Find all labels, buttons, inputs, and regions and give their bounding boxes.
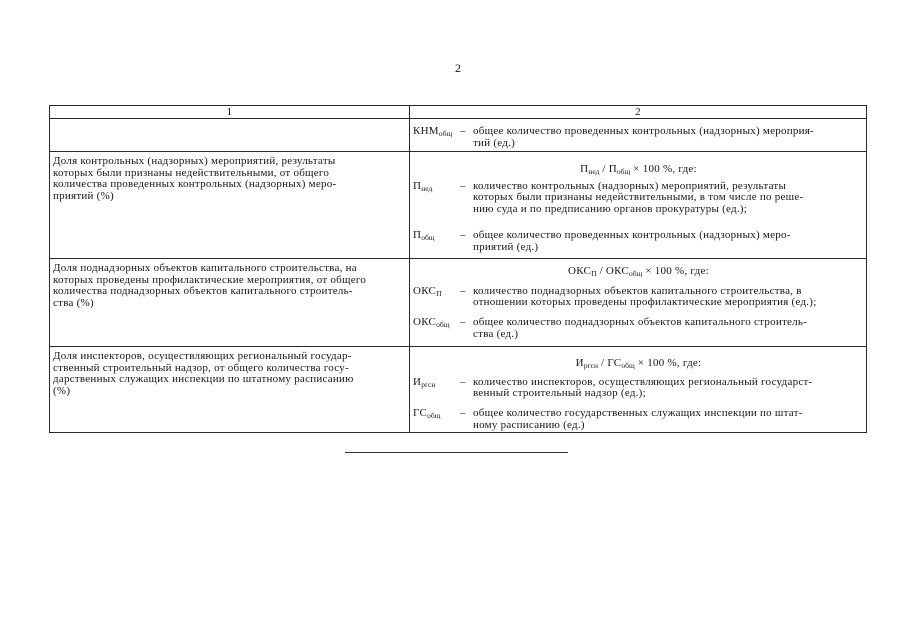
symbol-base: ОКС <box>413 284 437 297</box>
formula-numerator-subscript: П <box>591 269 597 278</box>
formula <box>413 358 864 370</box>
formula <box>413 266 864 278</box>
definition <box>413 286 864 309</box>
definition-line: приятий (ед.) <box>473 240 539 253</box>
indicator-name-line: дарственных служащих инспекции по штатному расписанию <box>53 373 354 386</box>
definition-dash: – <box>460 228 466 241</box>
indicator-name-line: Доля контрольных (надзорных) мероприятий, результаты <box>53 155 336 167</box>
symbol-subscript: П <box>436 288 442 298</box>
indicator-name-cell <box>50 119 410 152</box>
table-row <box>50 152 867 259</box>
indicator-name-line: Доля инспекторов, осуществляющих региональный государ- <box>53 350 352 362</box>
formula-numerator-base: П <box>580 163 589 175</box>
formula-numerator <box>580 163 599 175</box>
formula-separator: / <box>598 357 608 369</box>
table-header-row <box>50 106 867 119</box>
definition-line: общее количество проведенных контрольных (надзорных) мероприя- <box>473 125 814 137</box>
formula-tail: × 100 %, где: <box>642 265 709 277</box>
indicator-name-line: которых были признаны недействительными, от общего <box>53 166 330 179</box>
definition-line: количество контрольных (надзорных) мероприятий, результаты <box>473 179 787 192</box>
definition-dash: – <box>460 375 466 388</box>
definition-text <box>473 317 864 340</box>
column-header-1: 1 <box>50 106 410 119</box>
symbol-subscript: общ <box>436 320 450 330</box>
definition-dash: – <box>460 179 466 192</box>
formula-numerator <box>576 357 598 369</box>
table-row <box>50 119 867 152</box>
formula-separator: / <box>599 163 609 175</box>
indicator-name-line: количества проведенных контрольных (надзорных) меро- <box>53 178 337 191</box>
definition-symbol <box>413 230 460 242</box>
definition <box>413 408 864 431</box>
formula-cell <box>410 119 867 152</box>
definition-symbol <box>413 286 460 298</box>
symbol-base: КНМ <box>413 125 439 137</box>
definition-line: которых были признаны недействительными, в том числе по реше- <box>473 191 804 204</box>
formula-separator: / <box>596 265 606 277</box>
indicator-name-cell <box>50 347 410 433</box>
definition-line: ному расписанию (ед.) <box>473 418 585 431</box>
indicator-name-cell <box>50 152 410 259</box>
formula-numerator-base: И <box>575 357 584 369</box>
definition-line: общее количество государственных служащих инспекции по штат- <box>473 407 803 420</box>
definition-line: количество поднадзорных объектов капитального строительства, в <box>473 284 802 297</box>
definition-text <box>473 377 864 400</box>
symbol-subscript: общ <box>427 411 441 421</box>
symbol-base: П <box>413 228 422 241</box>
symbol-subscript: ргсн <box>421 379 436 389</box>
formula-denominator-base: ГС <box>607 357 622 369</box>
indicator-name-line: количества поднадзорных объектов капитального строитель- <box>53 285 353 298</box>
formula-tail: × 100 %, где: <box>630 163 697 175</box>
formula-cell <box>410 152 867 259</box>
formula-denominator-base: ОКС <box>605 265 629 277</box>
formula-denominator-subscript: общ <box>616 167 631 176</box>
indicator-name-cell <box>50 259 410 347</box>
definition <box>413 181 864 216</box>
definition-line: общее количество проведенных контрольных (надзорных) меро- <box>473 228 791 241</box>
formula-denominator-subscript: общ <box>628 269 643 278</box>
formula-cell <box>410 347 867 433</box>
definition-dash: – <box>460 125 466 137</box>
formula-numerator-subscript: нед <box>588 167 600 176</box>
symbol-base: И <box>413 375 422 388</box>
definition-dash: – <box>460 407 466 420</box>
definition-symbol <box>413 408 460 420</box>
symbol-base: П <box>413 179 422 192</box>
indicator-name-line: ства (%) <box>53 297 94 310</box>
indicator-table <box>49 105 867 433</box>
symbol-subscript: нед <box>421 183 433 193</box>
formula-numerator-subscript: ргсн <box>583 361 599 370</box>
definition-symbol <box>413 126 460 138</box>
definition-text <box>473 286 864 309</box>
definition-text <box>473 408 864 431</box>
indicator-name-line: ственный строительный надзор, от общего количества госу- <box>53 361 349 374</box>
definition <box>413 230 864 253</box>
definition-line: отношении которых проведены профилактические мероприятия (ед.); <box>473 296 817 309</box>
symbol-subscript: общ <box>438 129 453 138</box>
formula-cell <box>410 259 867 347</box>
indicator-name-line: которых проведены профилактические мероприятия, от общего <box>53 273 367 286</box>
formula <box>413 164 864 176</box>
definition-line: количество инспекторов, осуществляющих региональный государст- <box>473 375 813 388</box>
column-header-2: 2 <box>410 106 867 119</box>
definition-line: ства (ед.) <box>473 327 519 340</box>
formula-denominator <box>609 163 631 175</box>
formula-tail: × 100 %, где: <box>634 357 702 369</box>
definition-symbol <box>413 377 460 389</box>
indicator-name-line: приятий (%) <box>53 190 114 203</box>
symbol-base: ОКС <box>413 316 437 329</box>
definition-line: венный строительный надзор (ед.); <box>473 387 646 400</box>
table-row <box>50 347 867 433</box>
definition-dash: – <box>460 316 466 329</box>
definition-symbol <box>413 317 460 329</box>
indicator-name-line: (%) <box>53 385 71 398</box>
formula-numerator <box>568 265 597 277</box>
definition-line: тий (ед.) <box>473 136 515 149</box>
definition <box>413 377 864 400</box>
formula-denominator <box>606 265 642 277</box>
end-of-document-rule <box>345 452 568 453</box>
page-number: 2 <box>455 61 461 75</box>
definition-text <box>473 126 864 149</box>
formula-denominator <box>607 357 634 369</box>
formula-numerator-base: ОКС <box>568 265 592 277</box>
table-row <box>50 259 867 347</box>
formula-denominator-base: П <box>608 163 617 175</box>
definition-text <box>473 181 864 216</box>
definition-text <box>473 230 864 253</box>
symbol-subscript: общ <box>421 232 435 242</box>
definition <box>413 126 864 149</box>
formula-denominator-subscript: общ <box>621 361 635 370</box>
definition-symbol <box>413 181 460 193</box>
definition <box>413 317 864 340</box>
definition-line: общее количество поднадзорных объектов капитального строитель- <box>473 316 808 329</box>
definition-line: нию суда и по предписанию органов прокуратуры (ед.); <box>473 203 748 216</box>
definition-dash: – <box>460 284 466 297</box>
indicator-name-line: Доля поднадзорных объектов капитального строительства, на <box>53 262 357 274</box>
symbol-base: ГС <box>413 407 428 420</box>
